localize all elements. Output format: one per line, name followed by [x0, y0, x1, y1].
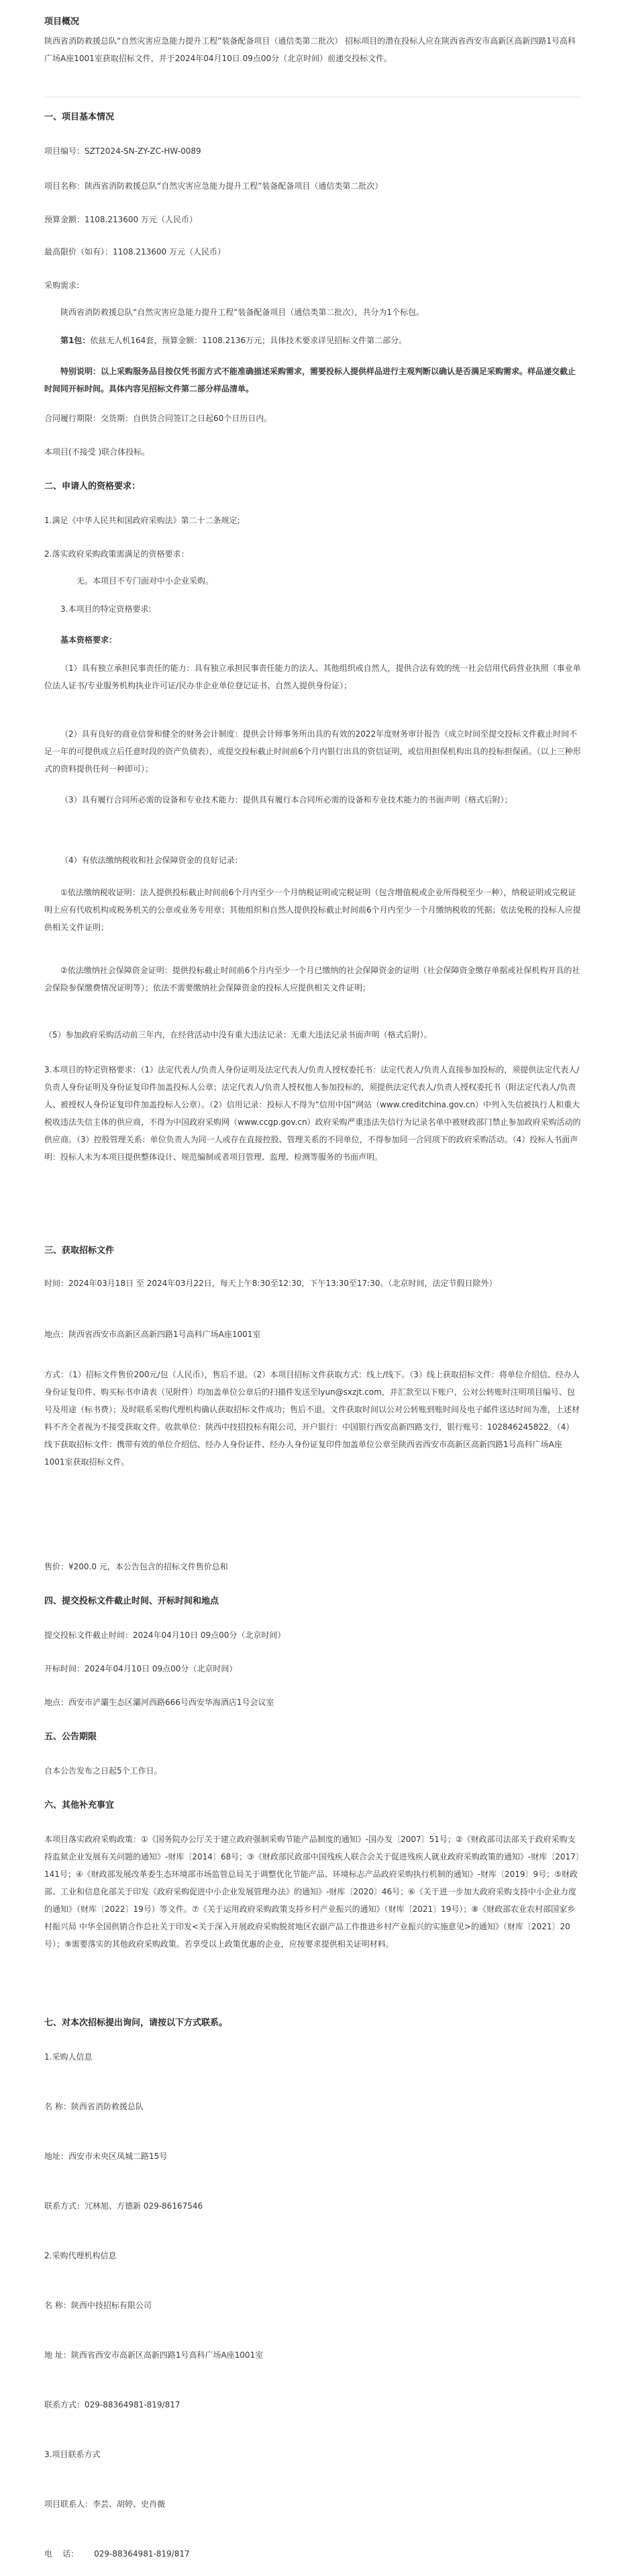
lot-1-text: 依兹无人机164套，预算金额：1108.2136万元；具体技术要求详见招标文件第二部分。 — [90, 336, 407, 345]
purchaser-contact: 联系方式：冗林旭、方德新 029-86167546 — [44, 2201, 203, 2211]
contract-period: 合同履行期限：交货期：自供货合同签订之日起60个日历日内。 — [44, 414, 272, 423]
budget-amount: 预算金额：1108.213600 万元（人民币） — [44, 215, 197, 224]
section-title-supplementary: 六、其他补充事宜 — [44, 1800, 115, 1810]
opening-time: 开标时间：2024年04月10日 09点00分（北京时间） — [44, 1664, 238, 1673]
purchaser-name: 名 称：陕西省消防救援总队 — [44, 2102, 144, 2111]
requirements-text: 陕西省消防救援总队“自然灾害应急能力提升工程”装备配备项目（通信类第二批次），共分为1个标包。 — [60, 308, 425, 317]
consortium-note: 本项目(不接受 )联合体投标。 — [44, 447, 150, 457]
lot-1-lead: 第1包： — [60, 336, 91, 345]
section-title-deadline: 四、提交投标文件截止时间、开标时间和地点 — [44, 1596, 219, 1606]
basic-item-1: （1）具有独立承担民事责任的能力：具有独立承担民事责任能力的法人、其他组织或自然人，提供合法有效的统一社会信用代码营业执照（事业单位法人证书/专业服务机构执业许可证/民办非企业单位登记证书、自然人提供身份证）； — [44, 663, 581, 690]
qualification-2-detail: 无。本项目不专门面对中小企业采购。 — [76, 576, 214, 586]
basic-qualifications-title: 基本资格要求： — [60, 635, 117, 645]
overview-text: 陕西省消防救援总队“自然灾害应急能力提升工程”装备配备项目（通信类第二批次） 招标项目的潜在投标人应在陕西省西安市高新区高新四路1号高科广场A座1001室获取招标文件，并于2024年04月10日 09点00分（北京时间）前递交投标文件。 — [44, 36, 576, 63]
agency-name: 名 称：陕西中技招标有限公司 — [44, 2301, 152, 2310]
obtain-place: 地点：陕西省西安市高新区高新四路1号高科广场A座1001室 — [44, 1330, 261, 1339]
agency-address: 地 址：陕西省西安市高新区高新四路1号高科广场A座1001室 — [44, 2350, 264, 2360]
agency-title: 2.采购代理机构信息 — [44, 2251, 117, 2260]
obtain-method: 方式：（1）招标文件售价200元/包（人民币），售后不退。（2）本项目招标文件获取方式：线上/线下。（3）线上获取招标文件：将单位介绍信、经办人身份证复印件、购买标书申请表（见附件）均加盖单位公章后的扫描件发送至lyun@sxzjt.com，并汇款至以下账户，公对公转账时注明项目编号、包号及用途（标书费）；及时联系采购代理机构确认获取招标文件成功；售后不退。文件获取时间以公对公转账到账时间及电子邮件送达时间为准，上述材料不齐全者视为不接受获取文件。收款单位：陕西中技招投标有限公司，开户银行：中国银行西安高新四路支行，银行账号：102846245822。（4）线下获取招标文件：携带有效的单位介绍信、经办人身份证件、经办人身份证复印件加盖单位公章至陕西省西安市高新区高新四路1号高科广场A座1001室获取招标文件。 — [44, 1370, 580, 1467]
overview-heading: 项目概况 — [44, 17, 80, 27]
basic-item-4b: ②依法缴纳社会保障资金证明：提供投标截止时间前6个月内至少一个月已缴纳的社会保障资金的证明（社会保障资金缴存单据或社保机构开具的社会保险参保缴费情况证明等）；依法不需要缴纳社会保障资金的投标人应提供相关文件证明； — [44, 966, 580, 993]
notice-period: 自本公告发布之日起5个工作日。 — [44, 1766, 162, 1776]
qualification-2: 2.落实政府采购政策需满足的资格要求： — [44, 549, 189, 559]
project-name: 项目名称：陕西省消防救援总队“自然灾害应急能力提升工程”装备配备项目（通信类第二批次） — [44, 181, 383, 191]
policy-text: 本项目落实政府采购政策：①《国务院办公厅关于建立政府强制采购节能产品制度的通知》-国办发〔2007〕51号；②《财政部司法部关于政府采购支持监狱企业发展有关问题的通知》-财库〔2014〕68号；③《财政部民政部中国残疾人联合会关于促进残疾人就业政府采购政策的通知》-财库〔2017〕141号；④《财政部发展改革委生态环境部市场监管总局关于调整优化节能产品、环境标志产品政府采购执行机制的通知》-财库〔2019〕9号；⑤财政部、工业和信息化部关于印发《政府采购促进中小企业发展管理办法》的通知》-财库〔2020〕46号；⑥《关于进一步加大政府采购支持中小企业力度的通知》（财库〔2022〕19号）等文件。⑦《关于运用政府采购政策支持乡村产业振兴的通知》（财库〔2021〕19号）；⑧《财政部农业农村部国家乡村振兴局 中华全国供销合作总社关于印发<关于深入开展政府采购脱贫地区农副产品工作推进乡村产业振兴的实施意见>的通知》（财库〔2021〕20号）；⑨需要落实的其他政府采购政策。若享受以上政策优惠的企业，应按要求提供相关证明材料。 — [44, 1835, 580, 1949]
lot-1 — [44, 332, 581, 349]
agency-contact: 联系方式：029-88364981-819/817 — [44, 2400, 180, 2409]
basic-item-3: （3）具有履行合同所必需的设备和专业技术能力：提供具有履行本合同所必需的设备和专业技术能力的书面声明（格式后附）； — [60, 795, 513, 804]
qualification-3: 3.本项目的特定资格要求: — [60, 604, 152, 614]
basic-item-4: （4）有依法缴纳税收和社会保障资金的良好记录： — [60, 856, 243, 865]
project-contact-phone: 电 话： 029-88364981-819/817 — [44, 2549, 190, 2559]
max-price: 最高限价（如有）：1108.213600 万元（人民币） — [44, 247, 225, 257]
special-note: 特别说明：以上采购服务品目按仅凭书面方式不能准确描述采购需求，需要投标人提供样品进行主观判断以确认是否满足采购需求。样品递交截止时间同开标时间。具体内容见招标文件第二部分样品清单。 — [44, 367, 576, 394]
section-title-contacts: 七、对本次招标提出询问，请按以下方式联系。 — [44, 2018, 228, 2028]
section-title-basic-info: 一、项目基本情况 — [44, 112, 115, 122]
section-title-notice-period: 五、公告期限 — [44, 1732, 97, 1742]
section-title-qualifications: 二、申请人的资格要求： — [44, 481, 141, 492]
document-price: 售价：¥200.0 元，本公告包含的招标文件售价总和 — [44, 1562, 228, 1571]
specific-qualifications: 3.本项目的特定资格要求：（1）法定代表人/负责人身份证明及法定代表人/负责人授权委托书：法定代表人/负责人直接参加投标的，须提供法定代表人/负责人身份证明及身份证复印件加盖投标人公章；法定代表人/负责人授权他人参加投标的，须提供法定代表人/负责人授权委托书（附法定代表人/负责人、被授权人身份证复印件加盖投标人公章）。（2）信用记录：投标人不得为“信用中国”网站（www.creditchina.gov.cn）中列入失信被执行人和重大税收违法失信主体的供应商，不得为中国政府采购网（www.ccgp.gov.cn）政府采购严重违法失信行为记录名单中被财政部门禁止参加政府采购活动的供应商。（3）控股管理关系：单位负责人为同一人或存在直接控股、管理关系的不同单位，不得参加同一合同项下的政府采购活动。（4）投标人书面声明：投标人未为本项目提供整体设计、规范编制或者项目管理、监理、检测等服务的书面声明。 — [44, 1065, 581, 1162]
section-title-obtain-documents: 三、获取招标文件 — [44, 1246, 115, 1256]
submission-deadline: 提交投标文件截止时间：2024年04月10日 09点00分（北京时间） — [44, 1630, 286, 1640]
requirements-label: 采购需求: — [44, 281, 80, 290]
purchaser-title: 1.采购人信息 — [44, 2052, 93, 2062]
obtain-time: 时间：2024年03月18日 至 2024年03月22日，每天上午8:30至12:30，下午13:30至17:30。（北京时间，法定节假日除外） — [44, 1279, 497, 1288]
basic-item-5: （5）参加政府采购活动前三年内，在经营活动中没有重大违法记录：无重大违法记录书面声明（格式后附）。 — [44, 1030, 432, 1040]
project-number: 项目编号：SZT2024-SN-ZY-ZC-HW-0089 — [44, 146, 201, 156]
basic-item-4a: ①依法缴纳税收证明：法人提供投标截止时间前6个月内至少一个月纳税证明或完税证明（包含增值税或企业所得税至少一种），纳税证明或完税证明上应有代收机构或税务机关的公章或业务专用章；其他组织和自然人提供投标截止时间前6个月内至少一个月缴纳税收的凭据；依法免税的投标人应提供相关文件证明； — [44, 888, 581, 932]
project-contact-title: 3.项目联系方式 — [44, 2450, 101, 2459]
opening-place: 地点：西安市浐灞生态区灞河西路666号西安华海酒店1号会议室 — [44, 1698, 274, 1707]
qualification-1: 1.满足《中华人民共和国政府采购法》第二十二条规定; — [44, 516, 240, 525]
project-contact-people: 项目联系人：李芸、胡婷、史肖薇 — [44, 2499, 166, 2509]
basic-item-2: （2）具有良好的商业信誉和健全的财务会计制度：提供会计师事务所出具的有效的2022年度财务审计报告（成立时间至提交投标文件截止时间不足一年的可提供成立后任意时段的资产负债表），或提交投标截止时间前6个月内银行出具的资信证明，或信用担保机构出具的投标担保函。（以上三种形式的资料提供任何一种即可）； — [44, 729, 581, 774]
purchaser-address: 地址：西安市未央区凤城二路15号 — [44, 2152, 168, 2161]
